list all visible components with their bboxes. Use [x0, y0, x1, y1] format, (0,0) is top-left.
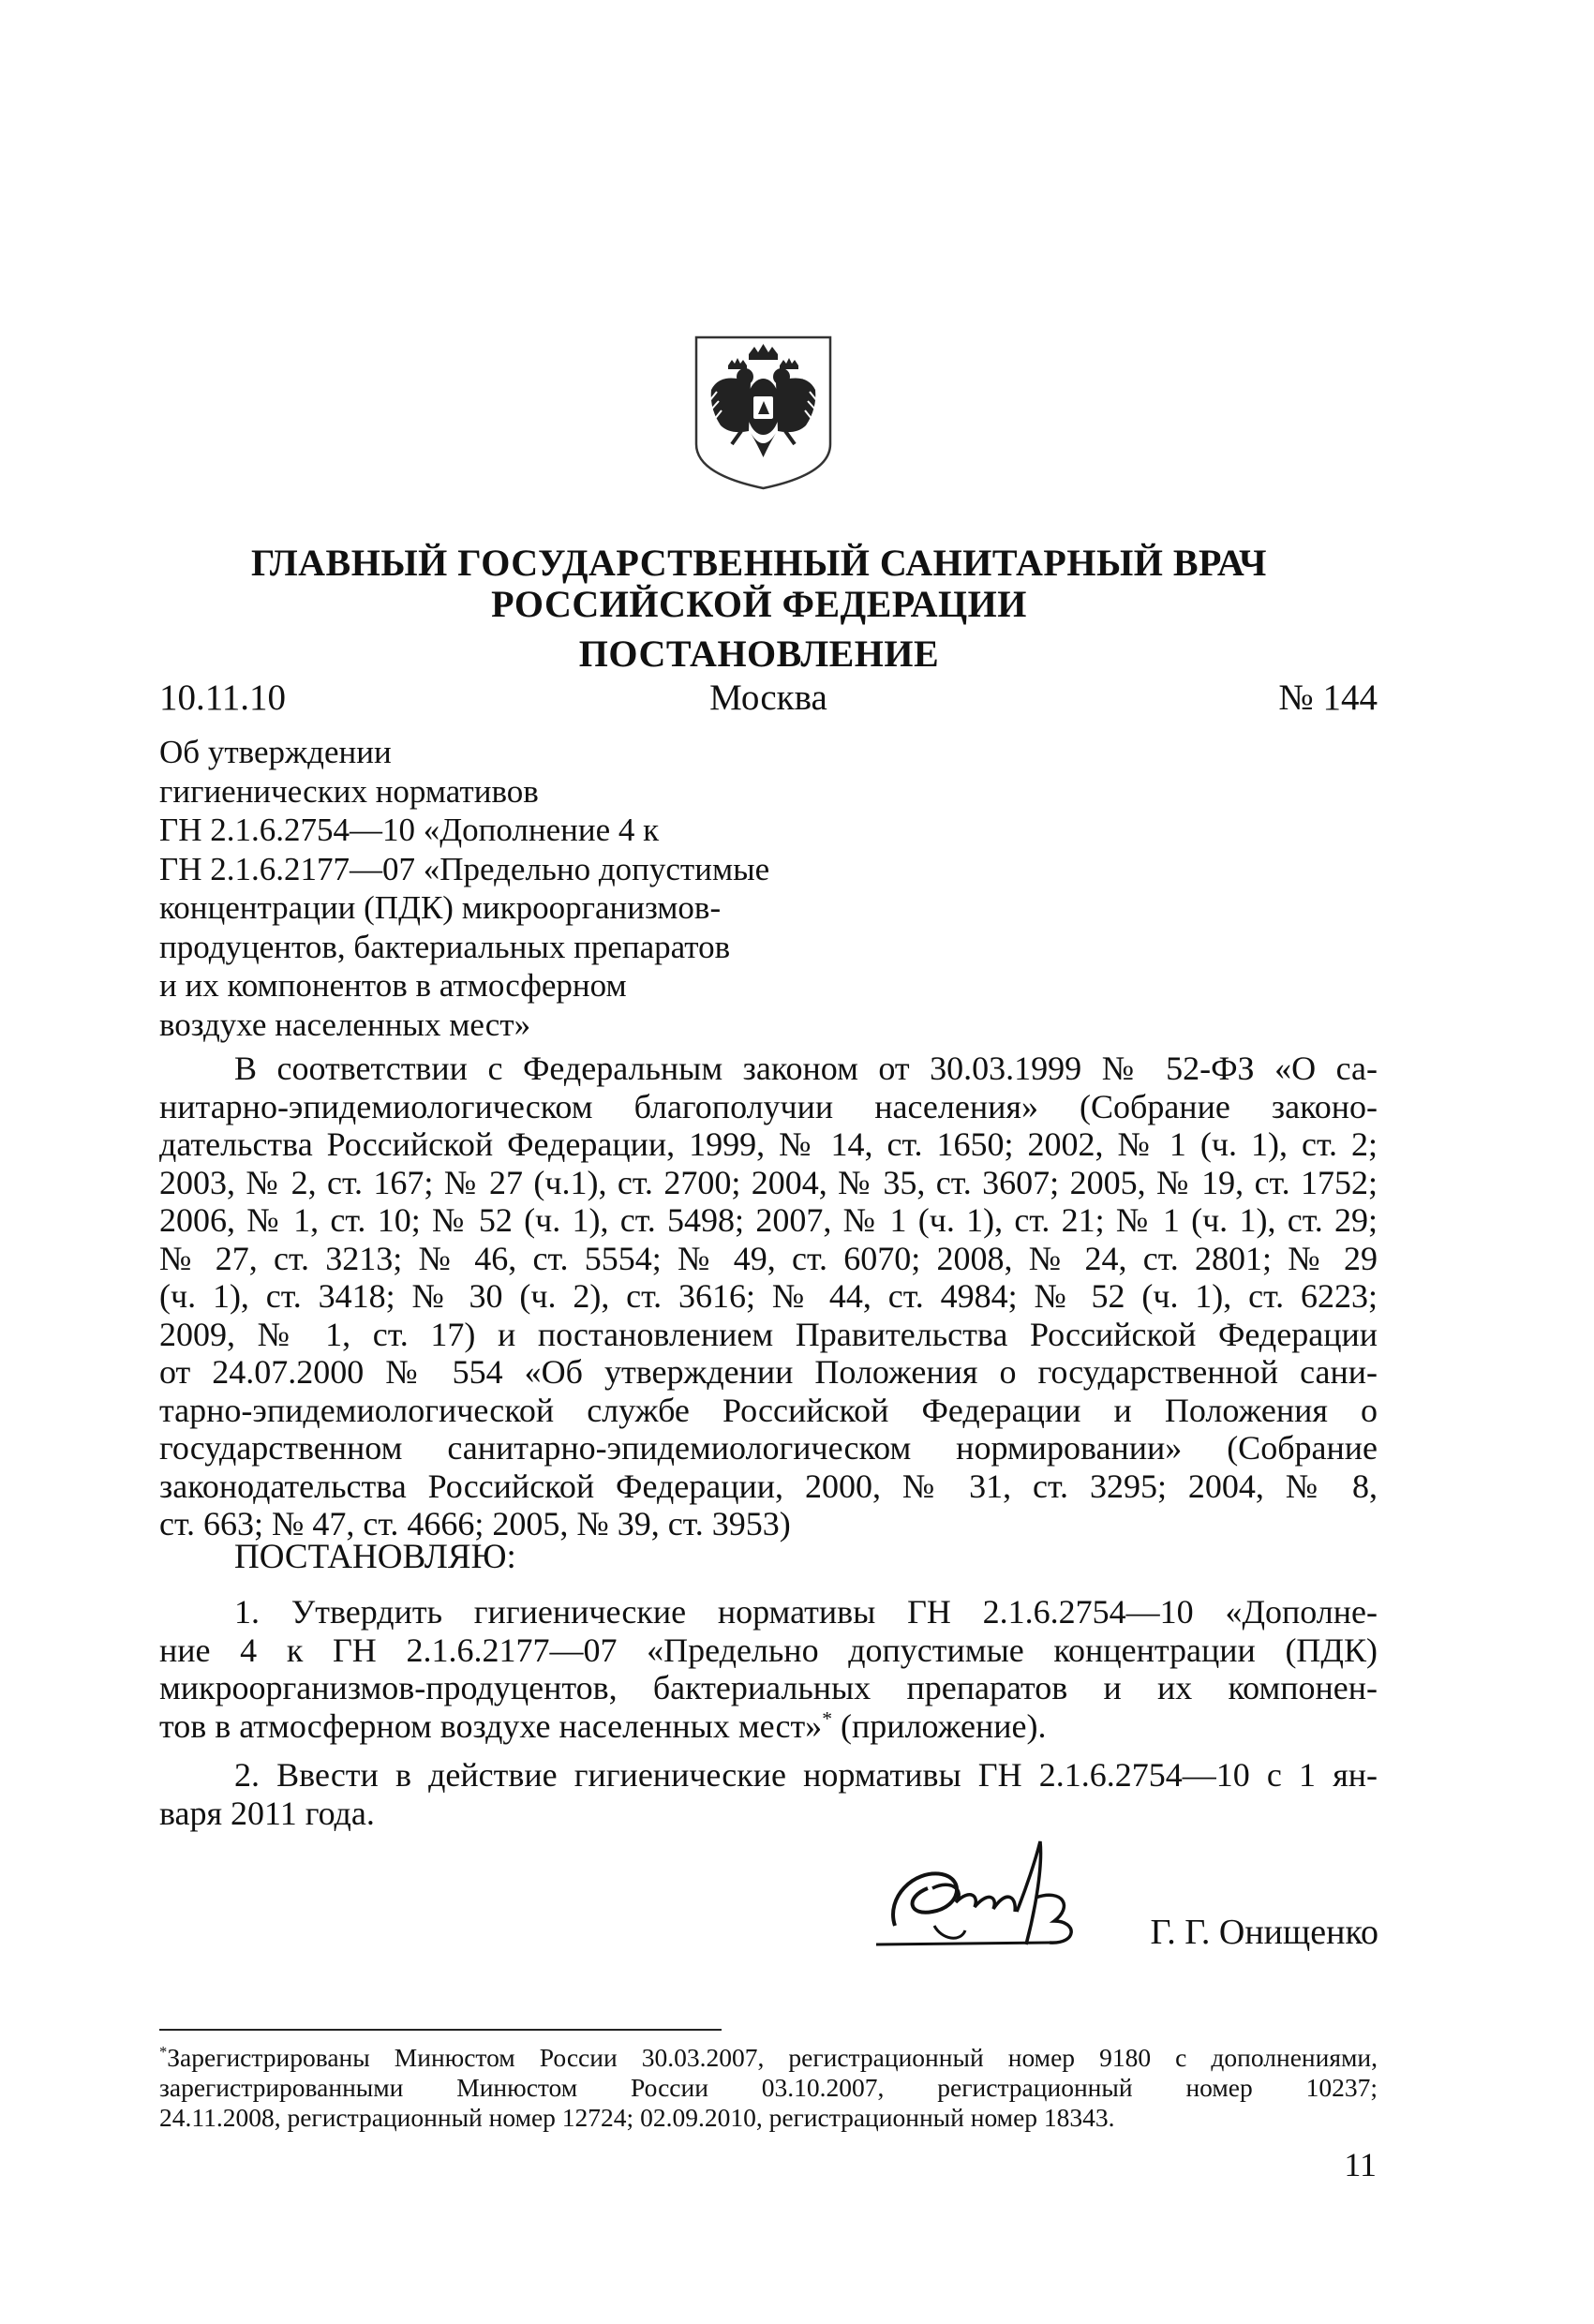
paragraph-line: 2003, № 2, ст. 167; № 27 (ч.1), ст. 2700; 2004, № 35, ст. 3607; 2005, № 19, ст. 1752;	[159, 1163, 1378, 1201]
document-type-title: ПОСТАНОВЛЕНИЕ	[578, 633, 940, 675]
decree-item-1	[159, 1593, 1378, 1745]
paragraph-line: 2009, № 1, ст. 17) и постановлением Правительства Российской Федерации	[159, 1315, 1378, 1353]
subject-line: ГН 2.1.6.2177—07 «Предельно допустимые	[159, 850, 770, 887]
paragraph-line: законодательства Российской Федерации, 2000, № 31, ст. 3295; 2004, № 8,	[159, 1467, 1378, 1505]
footnote-mark: *	[159, 2042, 168, 2061]
paragraph-line: ст. 663; № 47, ст. 4666; 2005, № 39, ст. 3953)	[159, 1505, 791, 1542]
paragraph-line: государственном санитарно-эпидемиологическом нормировании» (Собрание	[159, 1429, 1378, 1467]
paragraph-line: 2. Ввести в действие гигиенические нормативы ГН 2.1.6.2754—10 с 1 ян-	[234, 1756, 1378, 1794]
paragraph-line: 2006, № 1, ст. 10; № 52 (ч. 1), ст. 5498; 2007, № 1 (ч. 1), ст. 21; № 1 (ч. 1), ст. 29;	[159, 1201, 1378, 1239]
paragraph-line	[159, 1707, 1378, 1746]
footnote	[159, 2043, 1378, 2133]
footnote-line: 24.11.2008, регистрационный номер 12724; 02.09.2010, регистрационный номер 18343.	[159, 2103, 1115, 2132]
paragraph-line: № 27, ст. 3213; № 46, ст. 5554; № 49, ст. 6070; 2008, № 24, ст. 2801; № 29	[159, 1239, 1378, 1277]
document-date: 10.11.10	[159, 678, 287, 718]
paragraph-line: ние 4 к ГН 2.1.6.2177—07 «Предельно допустимые концентрации (ПДК)	[159, 1631, 1378, 1669]
footnote-reference-mark[interactable]: *	[822, 1706, 832, 1730]
paragraph-line: от 24.07.2000 № 554 «Об утверждении Положения о государственной сани-	[159, 1353, 1378, 1391]
issuer-title-line1: ГЛАВНЫЙ ГОСУДАРСТВЕННЫЙ САНИТАРНЫЙ ВРАЧ	[250, 542, 1268, 584]
preamble-paragraph	[159, 1050, 1378, 1543]
subject-line: продуцентов, бактериальных препаратов	[159, 928, 731, 965]
footnote-line-text: Зарегистрированы Минюстом России 30.03.2007, регистрационный номер 9180 с дополнениями,	[167, 2043, 1378, 2072]
subject-line: воздухе населенных мест»	[159, 1006, 531, 1043]
footnote-line: зарегистрированными Минюстом России 03.10.2007, регистрационный номер 10237;	[159, 2073, 1378, 2102]
coat-of-arms-emblem-icon	[693, 334, 834, 493]
item1-appendix-ref: (приложение).	[831, 1706, 1047, 1745]
paragraph-line: нитарно-эпидемиологическом благополучии населения» (Собрание законо-	[159, 1087, 1378, 1125]
paragraph-line: варя 2011 года.	[159, 1794, 375, 1832]
document-number: № 144	[1278, 678, 1378, 718]
document-meta-row	[159, 675, 1378, 722]
paragraph-line: тарно-эпидемиологической службе Российской Федерации и Положения о	[159, 1391, 1378, 1429]
footnote-line	[159, 2043, 1378, 2073]
decree-item-2	[159, 1756, 1378, 1832]
decree-word: ПОСТАНОВЛЯЮ:	[234, 1538, 516, 1576]
decree-subject-title	[159, 733, 909, 1044]
item1-last-line-text: тов в атмосферном воздухе населенных мест»	[159, 1706, 823, 1745]
page-number: 11	[1344, 2146, 1377, 2183]
subject-line: и их компонентов в атмосферном	[159, 967, 627, 1004]
subject-line: концентрации (ПДК) микроорганизмов-	[159, 889, 722, 926]
handwritten-signature	[876, 1832, 1129, 1963]
paragraph-line: (ч. 1), ст. 3418; № 30 (ч. 2), ст. 3616; № 44, ст. 4984; № 52 (ч. 1), ст. 6223;	[159, 1277, 1378, 1315]
subject-line: ГН 2.1.6.2754—10 «Дополнение 4 к	[159, 812, 660, 848]
paragraph-line: микроорганизмов-продуцентов, бактериальных препаратов и их компонен-	[159, 1669, 1378, 1706]
paragraph-line: 1. Утвердить гигиенические нормативы ГН 2.1.6.2754—10 «Дополне-	[234, 1593, 1378, 1631]
signer-name: Г. Г. Онищенко	[1150, 1913, 1378, 1952]
subject-line: Об утверждении	[159, 734, 392, 770]
issuer-title-line2: РОССИЙСКОЙ ФЕДЕРАЦИИ	[491, 583, 1027, 625]
paragraph-line: В соответствии с Федеральным законом от 30.03.1999 № 52-ФЗ «О са-	[234, 1050, 1378, 1087]
footnote-separator	[159, 2029, 722, 2031]
document-city: Москва	[709, 678, 827, 718]
paragraph-line: дательства Российской Федерации, 1999, № 14, ст. 1650; 2002, № 1 (ч. 1), ст. 2;	[159, 1125, 1378, 1163]
subject-line: гигиенических нормативов	[159, 772, 539, 810]
